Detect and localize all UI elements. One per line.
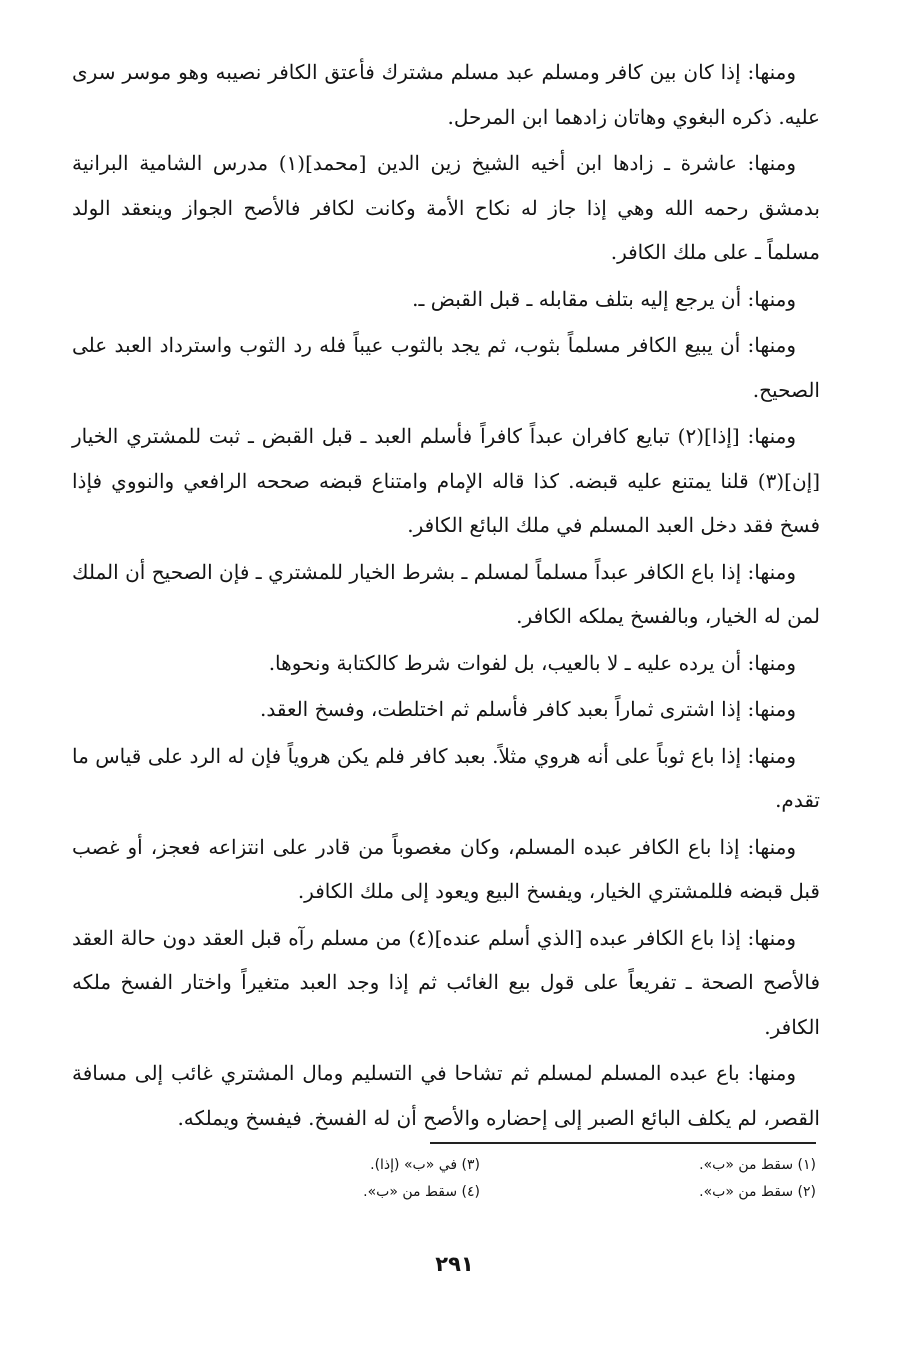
footnote-3: (٣) في «ب» (إذا). xyxy=(370,1157,480,1173)
paragraph-8: ومنها: إذا اشترى ثماراً بعبد كافر فأسلم ثم اختلطت، وفسخ العقد. xyxy=(259,697,796,721)
paragraph-10: ومنها: إذا باع الكافر عبده المسلم، وكان مغصوباً من قادر على انتزاعه فعجز، أو غصب قبل قبضه فللمشتري الخيار، ويفسخ البيع ويعود إلى ملك الكافر. xyxy=(72,834,820,903)
footnote-row xyxy=(330,1179,816,1206)
paragraph-3: ومنها: أن يرجع إليه بتلف مقابله ـ قبل القبض ـ. xyxy=(412,286,796,311)
footnote-2: (٢) سقط من «ب». xyxy=(699,1184,816,1200)
paragraph-2: ومنها: عاشرة ـ زادها ابن أخيه الشيخ زين الدين [محمد](١) مدرس الشامية البرانية بدمشق رحمه الله وهي إذا جاز له نكاح الأمة وكانت لكافر فالأصح الجواز وينعقد الولد مسلماً ـ على ملك الكافر. xyxy=(72,151,820,264)
footnote-divider xyxy=(430,1142,816,1144)
paragraph-12: ومنها: باع عبده المسلم لمسلم ثم تشاحا في التسليم ومال المشتري غائب إلى مسافة القصر، لم يكلف البائع الصبر إلى إحضاره والأصح أن له الفسخ. فيفسخ ويملكه. xyxy=(72,1061,820,1130)
paragraph-7: ومنها: أن يرده عليه ـ لا بالعيب، بل لفوات شرط كالكتابة ونحوها. xyxy=(268,650,796,675)
footnotes xyxy=(330,1152,816,1206)
paragraph-6: ومنها: إذا باع الكافر عبداً مسلماً لمسلم ـ بشرط الخيار للمشتري ـ فإن الصحيح أن الملك لمن له الخيار، وبالفسخ يملكه الكافر. xyxy=(72,559,820,628)
footnote-1: (١) سقط من «ب». xyxy=(699,1157,816,1173)
page-body xyxy=(72,50,820,1142)
paragraph-1: ومنها: إذا كان بين كافر ومسلم عبد مسلم مشترك فأعتق الكافر نصيبه وهو موسر سرى عليه. ذكره البغوي وهاتان زادهما ابن المرحل. xyxy=(72,60,820,129)
paragraph-11: ومنها: إذا باع الكافر عبده [الذي أسلم عنده](٤) من مسلم رآه قبل العقد دون حالة العقد فالأصح الصحة ـ تفريعاً على قول بيع الغائب ثم إذا وجد العبد متغيراً واختار الفسخ ملكه الكافر. xyxy=(72,925,821,1039)
footnote-row xyxy=(330,1152,816,1179)
paragraph-9: ومنها: إذا باع ثوباً على أنه هروي مثلاً. بعبد كافر فلم يكن هروياً فإن له الرد على قياس ما تقدم. xyxy=(72,743,820,812)
page-number: ٢٩١ xyxy=(435,1252,474,1276)
footnote-4: (٤) سقط من «ب». xyxy=(363,1184,480,1200)
paragraph-4: ومنها: أن يبيع الكافر مسلماً بثوب، ثم يجد بالثوب عيباً فله رد الثوب واسترداد العبد على الصحيح. xyxy=(72,333,820,402)
paragraph-5: ومنها: [إذا](٢) تبايع كافران عبداً كافراً فأسلم العبد ـ قبل القبض ـ ثبت للمشتري الخيار [إن](٣) قلنا يمتنع عليه قبضه. كذا قاله الإمام وامتناع قبضه صححه الرافعي والنووي فإذا فسخ فقد دخل العبد المسلم في ملك البائع الكافر. xyxy=(72,424,820,537)
